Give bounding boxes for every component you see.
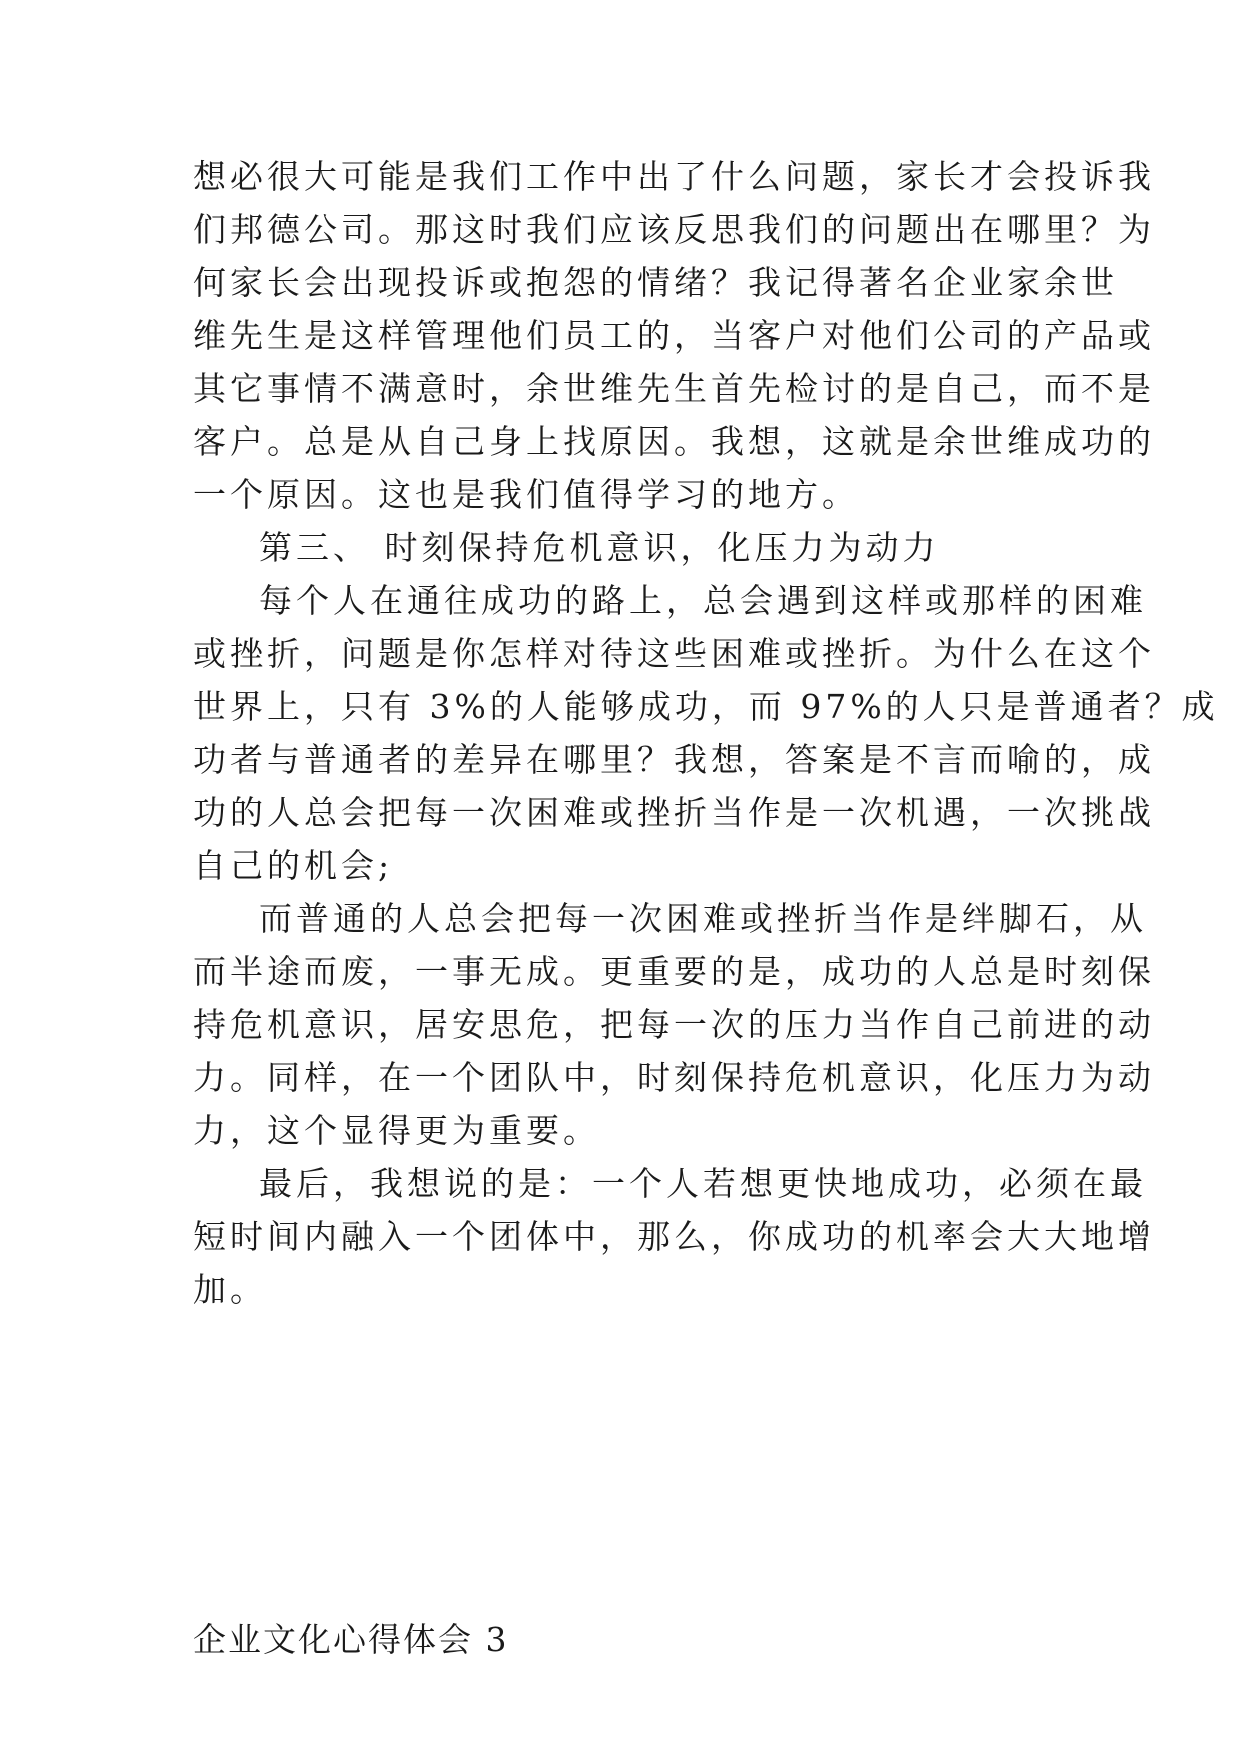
text-line: 持危机意识，居安思危，把每一次的压力当作自己前进的动 — [193, 1005, 1155, 1044]
text-line: 而普通的人总会把每一次困难或挫折当作是绊脚石，从 — [259, 899, 1147, 938]
text-line: 而半途而废，一事无成。更重要的是，成功的人总是时刻保 — [193, 952, 1155, 991]
section-title: 企业文化心得体会 3 — [193, 1620, 509, 1659]
paragraph — [193, 892, 1155, 1157]
text-line: 加。 — [193, 1270, 267, 1309]
paragraph — [193, 574, 1219, 892]
text-line: 功的人总会把每一次困难或挫折当作是一次机遇，一次挑战 — [193, 793, 1155, 832]
text-line: 每个人在通往成功的路上，总会遇到这样或那样的困难 — [259, 581, 1147, 620]
text-line: 想必很大可能是我们工作中出了什么问题，家长才会投诉我 — [193, 157, 1155, 196]
paragraph-heading — [193, 521, 1053, 574]
text-line: 世界上，只有 3%的人能够成功，而 97%的人只是普通者？成 — [193, 687, 1219, 726]
text-line: 一个原因。这也是我们值得学习的地方。 — [193, 475, 859, 514]
text-line: 短时间内融入一个团体中，那么，你成功的机率会大大地增 — [193, 1217, 1155, 1256]
text-line: 客户。总是从自己身上找原因。我想，这就是余世维成功的 — [193, 422, 1155, 461]
paragraph — [193, 150, 1155, 521]
text-line: 力，这个显得更为重要。 — [193, 1111, 600, 1150]
text-line: 最后，我想说的是：一个人若想更快地成功，必须在最 — [259, 1164, 1147, 1203]
text-line: 力。同样，在一个团队中，时刻保持危机意识，化压力为动 — [193, 1058, 1155, 1097]
document-body — [193, 150, 1219, 1316]
text-line: 其它事情不满意时，余世维先生首先检讨的是自己，而不是 — [193, 369, 1155, 408]
text-line: 们邦德公司。那这时我们应该反思我们的问题出在哪里？为 — [193, 210, 1155, 249]
text-line: 或挫折，问题是你怎样对待这些困难或挫折。为什么在这个 — [193, 634, 1155, 673]
text-line: 维先生是这样管理他们员工的，当客户对他们公司的产品或 — [193, 316, 1155, 355]
text-line: 功者与普通者的差异在哪里？我想，答案是不言而喻的，成 — [193, 740, 1155, 779]
text-line: 自己的机会; — [193, 846, 394, 885]
text-line: 何家长会出现投诉或抱怨的情绪？我记得著名企业家余世 — [193, 263, 1118, 302]
paragraph — [193, 1157, 1155, 1316]
text-line: 第三、 时刻保持危机意识，化压力为动力 — [259, 528, 940, 567]
